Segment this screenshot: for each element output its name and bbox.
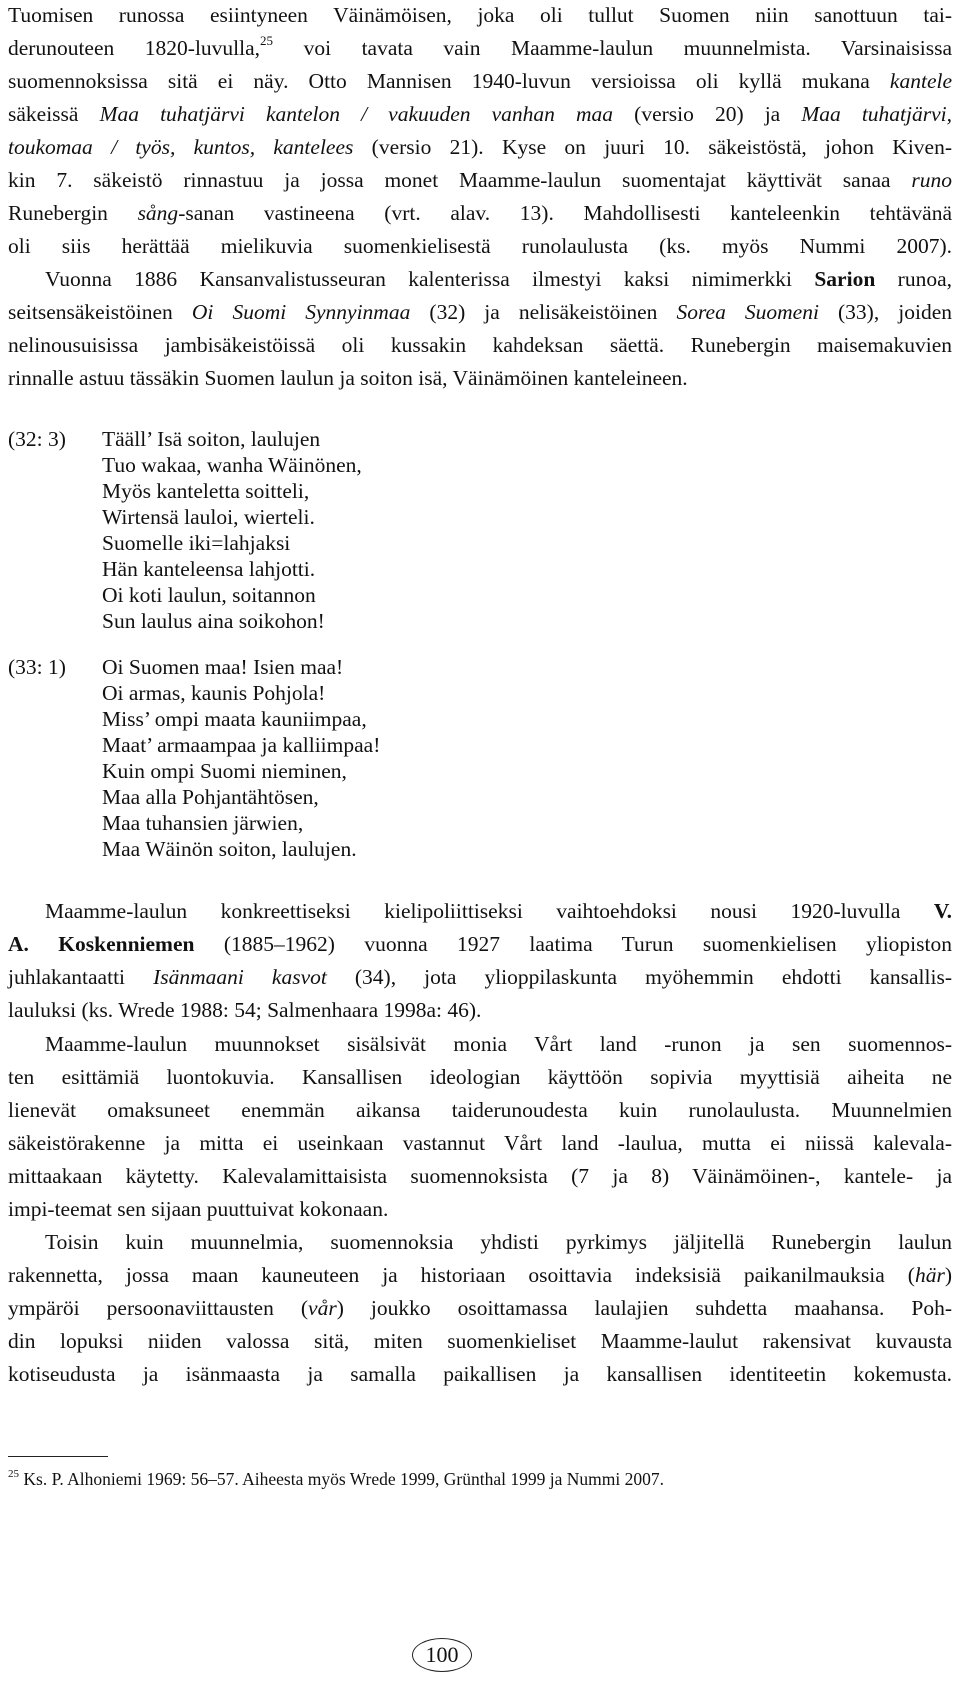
verse-line: Kuin ompi Suomi nieminen, (102, 759, 347, 783)
text-span: säkeissä (8, 102, 100, 126)
text-span: (34), jota ylioppilaskunta myöhemmin ehdotti kansallis- (326, 965, 952, 989)
verse-line: Myös kanteletta soitteli, (102, 479, 310, 503)
text-span: voi tavata vain Maamme-laulun muunnelmista. Varsinaisissa (273, 36, 953, 60)
verse-line: Miss’ ompi maata kauniimpaa, (102, 707, 367, 731)
text-line (45, 898, 952, 924)
text-line (8, 1163, 952, 1189)
text-line (8, 32, 953, 61)
text-span: kotiseudusta ja isänmaasta ja samalla paikallisen ja kansallisen identiteetin kokemusta. (8, 1362, 952, 1386)
text-line (8, 299, 952, 325)
bold-name: Sarion (814, 267, 876, 291)
verse-line: Sun laulus aina soikohon! (102, 609, 325, 633)
text-span: seitsensäkeistöinen (8, 300, 192, 324)
verse-line: Wirtensä lauloi, wierteli. (102, 505, 315, 529)
text-line (8, 68, 952, 94)
text-line (8, 1262, 952, 1288)
verse-line: Suomelle iki=lahjaksi (102, 531, 291, 555)
text-span: Maamme-laulun konkreettiseksi kielipoliittiseksi vaihtoehdoksi nousi 1920-luvulla (45, 899, 934, 923)
verse-line: Maa alla Pohjantähtösen, (102, 785, 319, 809)
text-line (8, 2, 952, 28)
text-span: Toisin kuin muunnelmia, suomennoksia yhdisti pyrkimys jäljitellä Runebergin laulun (45, 1230, 952, 1254)
text-line (8, 200, 952, 226)
text-span: suomennoksissa sitä ei näy. Otto Mannisen 1940-luvun versioissa oli kyllä mukana (8, 69, 890, 93)
text-span: (33), joiden (818, 300, 952, 324)
text-span: ) (944, 1263, 952, 1287)
page-number (412, 1638, 472, 1672)
footnote-number: 25 (8, 1468, 19, 1481)
italic-quote: toukomaa / työs, kuntos, kantelees (8, 135, 354, 159)
italic-quote: Maa tuhatjärvi kantelon / vakuuden vanhan maa (99, 102, 614, 126)
verse-label: (32: 3) (8, 427, 66, 451)
text-span: din lopuksi niiden valossa sitä, miten suomenkieliset Maamme-laulut rakensivat kuvausta (8, 1329, 952, 1353)
verse-line: Tuo wakaa, wanha Wäinönen, (102, 453, 362, 477)
italic-title: Sorea Suomeni (676, 300, 819, 324)
text-line (8, 1196, 388, 1222)
text-line (8, 101, 952, 127)
text-line (8, 134, 952, 160)
text-span: rinnalle astuu tässäkin Suomen laulun ja soiton isä, Väinämöinen kanteleineen. (8, 366, 688, 390)
text-span: ten esittämiä luontokuvia. Kansallisen ideologian käyttöön sopivia myyttisiä aiheita ne (8, 1065, 952, 1089)
text-line (45, 1229, 952, 1255)
text-line (8, 1295, 952, 1321)
italic-term: runo (911, 168, 952, 192)
italic-term: kantele (889, 69, 952, 93)
text-span: kin 7. säkeistö rinnastuu ja jossa monet Maamme-laulun suomentajat käyttivät sanaa (8, 168, 912, 192)
text-span: -sanan vastineena (vrt. alav. 13). Mahdollisesti kanteleenkin tehtävänä (178, 201, 952, 225)
bold-name: V. (933, 899, 952, 923)
footnote (8, 1468, 664, 1490)
verse-line: Maa Wäinön soiton, laulujen. (102, 837, 357, 861)
text-span: runoa, (875, 267, 953, 291)
text-span: (versio 20) ja (613, 102, 802, 126)
text-span: ) joukko osoittamassa laulajien suhdetta maahansa. Poh- (336, 1296, 952, 1320)
italic-quote: Maa tuhatjärvi, (801, 102, 953, 126)
verse-line: Maa tuhansien järwien, (102, 811, 304, 835)
verse-line: Oi armas, kaunis Pohjola! (102, 681, 326, 705)
text-span: (1885–1962) vuonna 1927 laatima Turun suomenkielisen yliopiston (194, 932, 952, 956)
footnote-divider (8, 1456, 108, 1457)
text-span: lienevät omaksuneet enemmän aikansa taiderunoudesta kuin runolaulusta. Muunnelmien (8, 1098, 952, 1122)
verse-label: (33: 1) (8, 655, 66, 679)
text-line (8, 332, 952, 358)
bold-name: A. Koskenniemen (8, 932, 195, 956)
text-span: oli siis herättää mielikuvia suomenkielisestä runolaulusta (ks. myös Nummi 2007). (8, 234, 952, 258)
text-line (8, 1064, 952, 1090)
text-line (8, 233, 952, 259)
text-span: (versio 21). Kyse on juuri 10. säkeistöstä, johon Kiven- (353, 135, 952, 159)
text-span: derunouteen 1820-luvulla, (8, 36, 261, 60)
text-line (8, 964, 952, 990)
text-span: ympäröi persoonaviittausten ( (8, 1296, 309, 1320)
footnote-reference[interactable]: 25 (260, 32, 274, 48)
text-line (8, 365, 688, 391)
verse-line: Maat’ armaampaa ja kalliimpaa! (102, 733, 381, 757)
verse-line: Oi koti laulun, soitannon (102, 583, 316, 607)
italic-term: sång (137, 201, 179, 225)
verse-line: Tääll’ Isä soiton, laulujen (102, 427, 321, 451)
text-span: lauluksi (ks. Wrede 1988: 54; Salmenhaara 1998a: 46). (8, 998, 482, 1022)
page-number-text: 100 (425, 1642, 459, 1667)
text-line (8, 167, 952, 193)
italic-term: här (914, 1263, 945, 1287)
text-span: Runebergin (8, 201, 138, 225)
text-line (8, 1130, 952, 1156)
text-line (8, 997, 481, 1023)
text-span: Maamme-laulun muunnokset sisälsivät monia Vårt land -runon ja sen suomennos- (45, 1032, 952, 1056)
text-span: juhlakantaatti (8, 965, 154, 989)
text-span: Tuomisen runossa esiintyneen Väinämöisen, joka oli tullut Suomen niin sanottuun tai- (8, 3, 952, 27)
text-line (8, 1328, 952, 1354)
text-line (8, 1097, 952, 1123)
italic-title: Oi Suomi Synnyinmaa (191, 300, 411, 324)
italic-term: vår (308, 1296, 337, 1320)
text-span: säkeistörakenne ja mitta ei useinkaan vastannut Vårt land -laulua, mutta ei niissä kalevala- (8, 1131, 952, 1155)
footnote-text: Ks. P. Alhoniemi 1969: 56–57. Aiheesta myös Wrede 1999, Grünthal 1999 ja Nummi 2007. (19, 1469, 664, 1489)
verse-line: Oi Suomen maa! Isien maa! (102, 655, 344, 679)
italic-title: Isänmaani kasvot (153, 965, 327, 989)
text-line (45, 266, 952, 292)
text-line (8, 1361, 952, 1387)
text-line (45, 1031, 952, 1057)
text-span: mittaakaan käytetty. Kalevalamittaisista suomennoksista (7 ja 8) Väinämöinen-, kantele- ja (8, 1164, 952, 1188)
text-span: impi-teemat sen sijaan puuttuivat kokonaan. (8, 1197, 389, 1221)
text-span: (32) ja nelisäkeistöinen (410, 300, 677, 324)
text-span: nelinousuisissa jambisäkeistöissä oli kussakin kahdeksan säettä. Runebergin maisemakuvien (8, 333, 952, 357)
verse-line: Hän kanteleensa lahjotti. (102, 557, 316, 581)
text-span: Vuonna 1886 Kansanvalistusseuran kalenterissa ilmestyi kaksi nimimerkki (45, 267, 815, 291)
text-line (8, 931, 952, 957)
text-span: rakennetta, jossa maan kauneuteen ja historiaan osoittavia indeksisiä paikanilmauksia ( (8, 1263, 915, 1287)
